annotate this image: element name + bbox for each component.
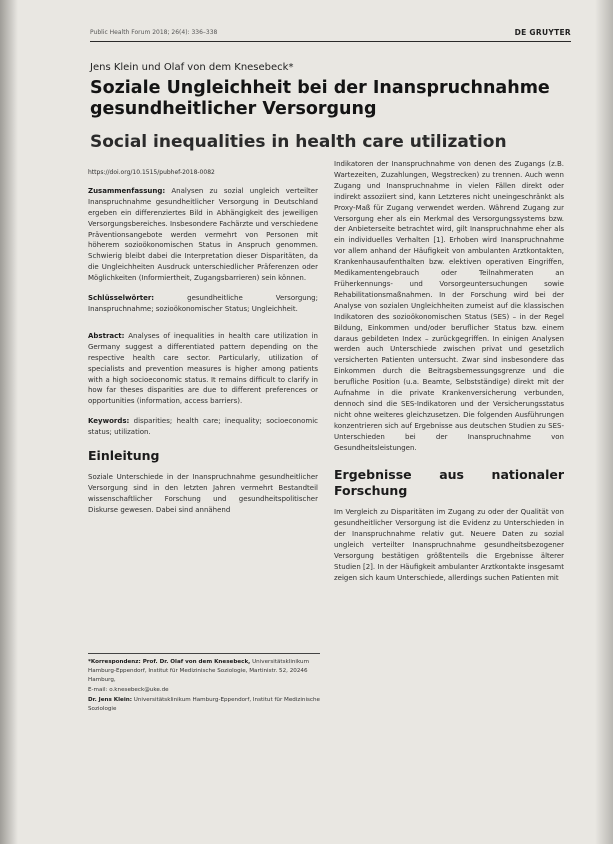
correspondence-email[interactable]: E-mail: o.knesebeck@uke.de xyxy=(88,687,169,693)
zusammenfassung-text: Analysen zu sozial ungleich verteilter Inanspruchnahme gesundheitlicher Versorgung in Deutschland ergeben ein differenziertes Bild in Abhängigkeit des jeweiligen Versorgungsbereiches. Insbesondere Fachärzte und verschiedene Präventionsangebote werden vermehrt von Personen mit höherem sozioökonomischen Status in Anspruch genommen. Schwierig bleibt dabei die Interpretation dieser Disparitäten, da die Ungleichheiten Ausdruck unterschiedlicher Präferenzen oder Möglichkeiten (Informiertheit, Zugangsbarrieren) sein können. xyxy=(88,186,318,283)
running-header xyxy=(90,29,571,42)
right-paragraph-1: Indikatoren der Inanspruchnahme von denen des Zugangs (z.B. Wartezeiten, Zuzahlungen, Wegstrecken) zu trennen. Auch wenn Zugang und Inanspruchnahme in vielen Fällen direkt oder indirekt assoziiert sind, kann Letzteres nicht uneingeschränkt als Proxy-Maß für Zugang verwendet werden. Während Zugang zur Versorgung eher als ein Merkmal des Versorgungssystems bzw. der Anbieterseite betrachtet wird, gilt Inanspruchnahme eher als ein individuelles Verhalten [1]. Erhoben wird Inanspruchnahme vor allem anhand der Häufigkeit von ambulanten Arztkontakten, Krankenhausaufenthalten bzw. elektiven operativen Eingriffen, Medikamentengebrauch oder Teilnahmeraten an Früherkennungs- und Vorsorgeuntersuchungen sowie Rehabilitationsmaßnahmen. In der Forschung wird bei der Analyse von sozialen Ungleichheiten zumeist auf die klassischen Indikatoren des sozioökonomischen Status (SES) – in der Regel Bildung, Einkommen und/oder beruflicher Status bzw. einem daraus gebildeten Index – zurückgegriffen. In einigen Analysen werden auch Unterschiede zwischen privat und gesetzlich versicherten Patienten untersucht. Zwar sind insbesondere das Einkommen durch die Beitragsbemessungsgrenze und die berufliche Position (u.a. Beamte, Selbstständige) direkt mit der Aufnahme in die private Krankenversicherung verbunden, dennoch sind die SES-Indikatoren und der Versicherungsstatus nicht ohne weiteres gleichzusetzen. Die folgenden Ausführungen konzentrieren sich auf Ergebnisse aus deutschen Studien zu SES-Unterschieden bei der Inanspruchnahme von Gesundheitsleistungen. xyxy=(334,160,564,452)
page-edge-shadow-left xyxy=(0,0,18,844)
correspondence-address: Universitätsklinikum Hamburg-Eppendorf, Institut für Medizinische Soziologie, Martinistr. 52, 20246 Hamburg, xyxy=(88,659,310,683)
correspondence-label: *Korrespondenz: Prof. Dr. Olaf von dem Knesebeck, xyxy=(88,659,251,665)
coauthor-affiliation: Universitätsklinikum Hamburg-Eppendorf, Institut für Medizinische Soziologie xyxy=(88,697,320,712)
page-edge-shadow-right xyxy=(595,0,613,844)
article-title-english: Social inequalities in health care utilization xyxy=(90,132,507,152)
schluesselwoerter-paragraph xyxy=(88,293,318,315)
footnote-block xyxy=(88,653,320,715)
keywords-paragraph xyxy=(88,416,318,438)
coauthor-note xyxy=(88,696,320,714)
ergebnisse-paragraph: Im Vergleich zu Disparitäten im Zugang zu oder der Qualität von gesundheitlicher Versorgung ist die Evidenz zu Unterschieden in der Inanspruchnahme relativ gut. Neuere Daten zu sozial ungleich verteilter Inanspruchnahme gesundheitsbezogener Versorgung bestätigen größtenteils die Ergebnisse älterer Studien [2]. In der Häufigkeit ambulanter Arztkontakte insgesamt zeigen sich kaum Unterschiede, allerdings suchen Patienten mit xyxy=(334,508,564,582)
abstract-label: Abstract: xyxy=(88,331,125,340)
publisher-logo: DE GRUYTER xyxy=(514,28,571,37)
left-column xyxy=(88,168,318,525)
correspondence-note xyxy=(88,658,320,685)
abstract-paragraph xyxy=(88,331,318,407)
keywords-text: disparities; health care; inequality; socioeconomic status; utilization. xyxy=(88,417,318,437)
schluesselwoerter-label: Schlüsselwörter: xyxy=(88,294,155,303)
einleitung-paragraph: Soziale Unterschiede in der Inanspruchnahme gesundheitlicher Versorgung sind in den letzten Jahren vermehrt Bestandteil wissenschaftlicher Forschung und gesundheitspolitischer Diskurse gewesen. Dabei sind annähend xyxy=(88,473,318,514)
author-line: Jens Klein und Olaf von dem Knesebeck* xyxy=(90,62,294,73)
ergebnisse-heading: Ergebnisse aus nationaler Forschung xyxy=(334,467,564,499)
zusammenfassung-paragraph xyxy=(88,186,318,284)
coauthor-label: Dr. Jens Klein: xyxy=(88,697,132,703)
journal-citation: Public Health Forum 2018; 26(4): 336–338 xyxy=(90,29,218,36)
einleitung-heading: Einleitung xyxy=(88,448,160,464)
doi-link[interactable]: https://doi.org/10.1515/pubhef-2018-0082 xyxy=(88,169,215,176)
schluesselwoerter-text: gesundheitliche Versorgung; Inanspruchnahme; sozioökonomischer Status; Ungleichheit. xyxy=(88,294,318,313)
right-column xyxy=(334,159,564,593)
abstract-text: Analyses of inequalities in health care utilization in Germany suggest a differentiated pattern depending on the respective health care sector. Particularly, utilization of specialists and prevention measures is higher among patients with a high socioeconomic status. It remains difficult to clarify in how far theses disparities are due to different preferences or opportunities (information, access barriers). xyxy=(88,331,318,406)
article-title-german: Soziale Ungleichheit bei der Inanspruchnahme gesundheitlicher Versorgung xyxy=(90,78,550,119)
zusammenfassung-label: Zusammenfassung: xyxy=(88,186,166,195)
keywords-label: Keywords: xyxy=(88,417,130,426)
